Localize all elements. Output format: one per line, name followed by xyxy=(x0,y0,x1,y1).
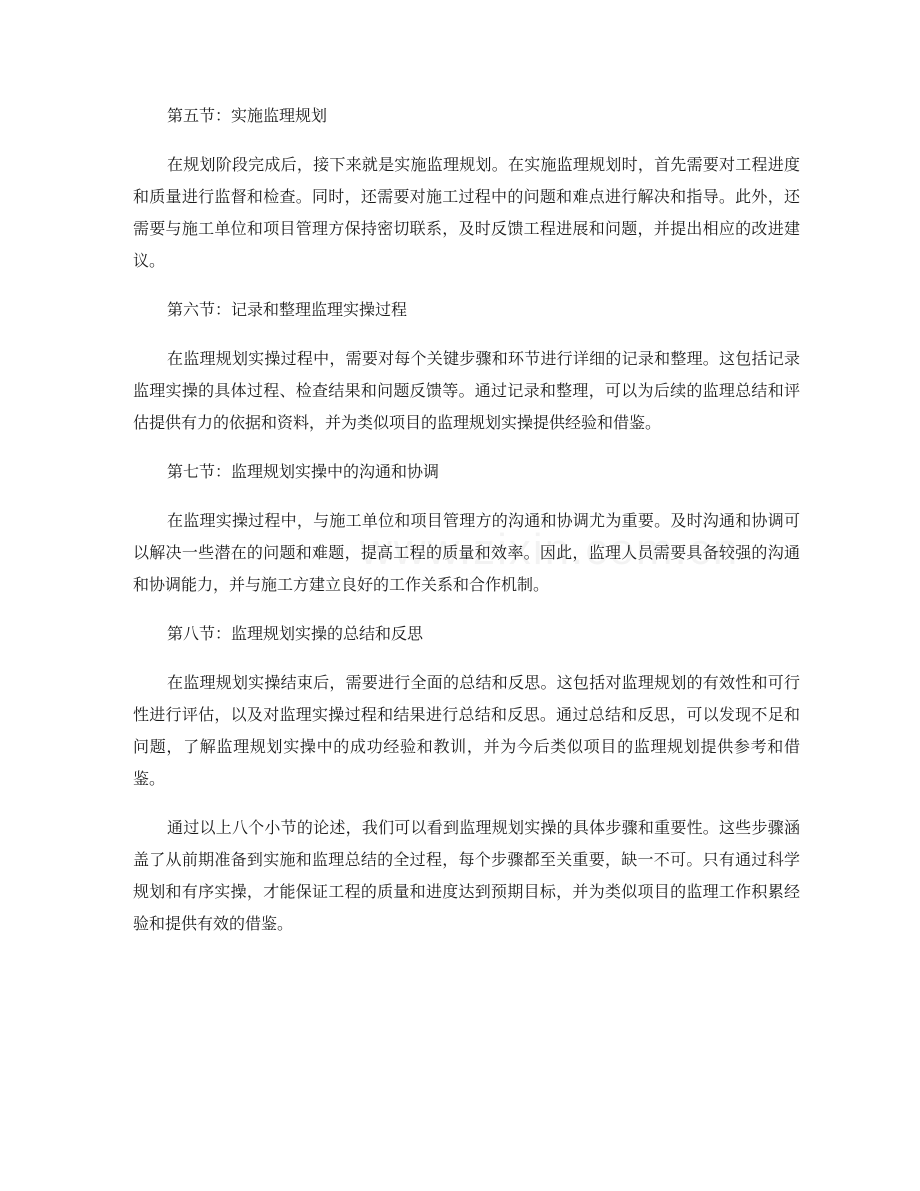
section-6-heading: 第六节：记录和整理监理实操过程 xyxy=(167,300,408,319)
section-8-heading: 第八节：监理规划实操的总结和反思 xyxy=(167,624,424,643)
document-body xyxy=(133,100,800,940)
section-7-paragraph: 在监理实操过程中，与施工单位和项目管理方的沟通和协调尤为重要。及时沟通和协调可以解决一些潜在的问题和难题，提高工程的质量和效率。因此，监理人员需要具备较强的沟通和协调能力，并与施工方建立良好的工作关系和合作机制。 xyxy=(133,511,800,594)
section-5-heading: 第五节：实施监理规划 xyxy=(167,106,328,125)
section-7-heading: 第七节：监理规划实操中的沟通和协调 xyxy=(167,462,440,481)
section-5-paragraph: 在规划阶段完成后，接下来就是实施监理规划。在实施监理规划时，首先需要对工程进度和质量进行监督和检查。同时，还需要对施工过程中的问题和难点进行解决和指导。此外，还需要与施工单位和项目管理方保持密切联系，及时反馈工程进展和问题，并提出相应的改进建议。 xyxy=(133,155,800,270)
conclusion-paragraph: 通过以上八个小节的论述，我们可以看到监理规划实操的具体步骤和重要性。这些步骤涵盖了从前期准备到实施和监理总结的全过程，每个步骤都至关重要，缺一不可。只有通过科学规划和有序实操，才能保证工程的质量和进度达到预期目标，并为类似项目的监理工作积累经验和提供有效的借鉴。 xyxy=(133,818,800,933)
section-6-paragraph: 在监理规划实操过程中，需要对每个关键步骤和环节进行详细的记录和整理。这包括记录监理实操的具体过程、检查结果和问题反馈等。通过记录和整理，可以为后续的监理总结和评估提供有力的依据和资料，并为类似项目的监理规划实操提供经验和借鉴。 xyxy=(133,349,800,432)
section-8-paragraph: 在监理规划实操结束后，需要进行全面的总结和反思。这包括对监理规划的有效性和可行性进行评估，以及对监理实操过程和结果进行总结和反思。通过总结和反思，可以发现不足和问题，了解监理规划实操中的成功经验和教训，并为今后类似项目的监理规划提供参考和借鉴。 xyxy=(133,673,800,788)
